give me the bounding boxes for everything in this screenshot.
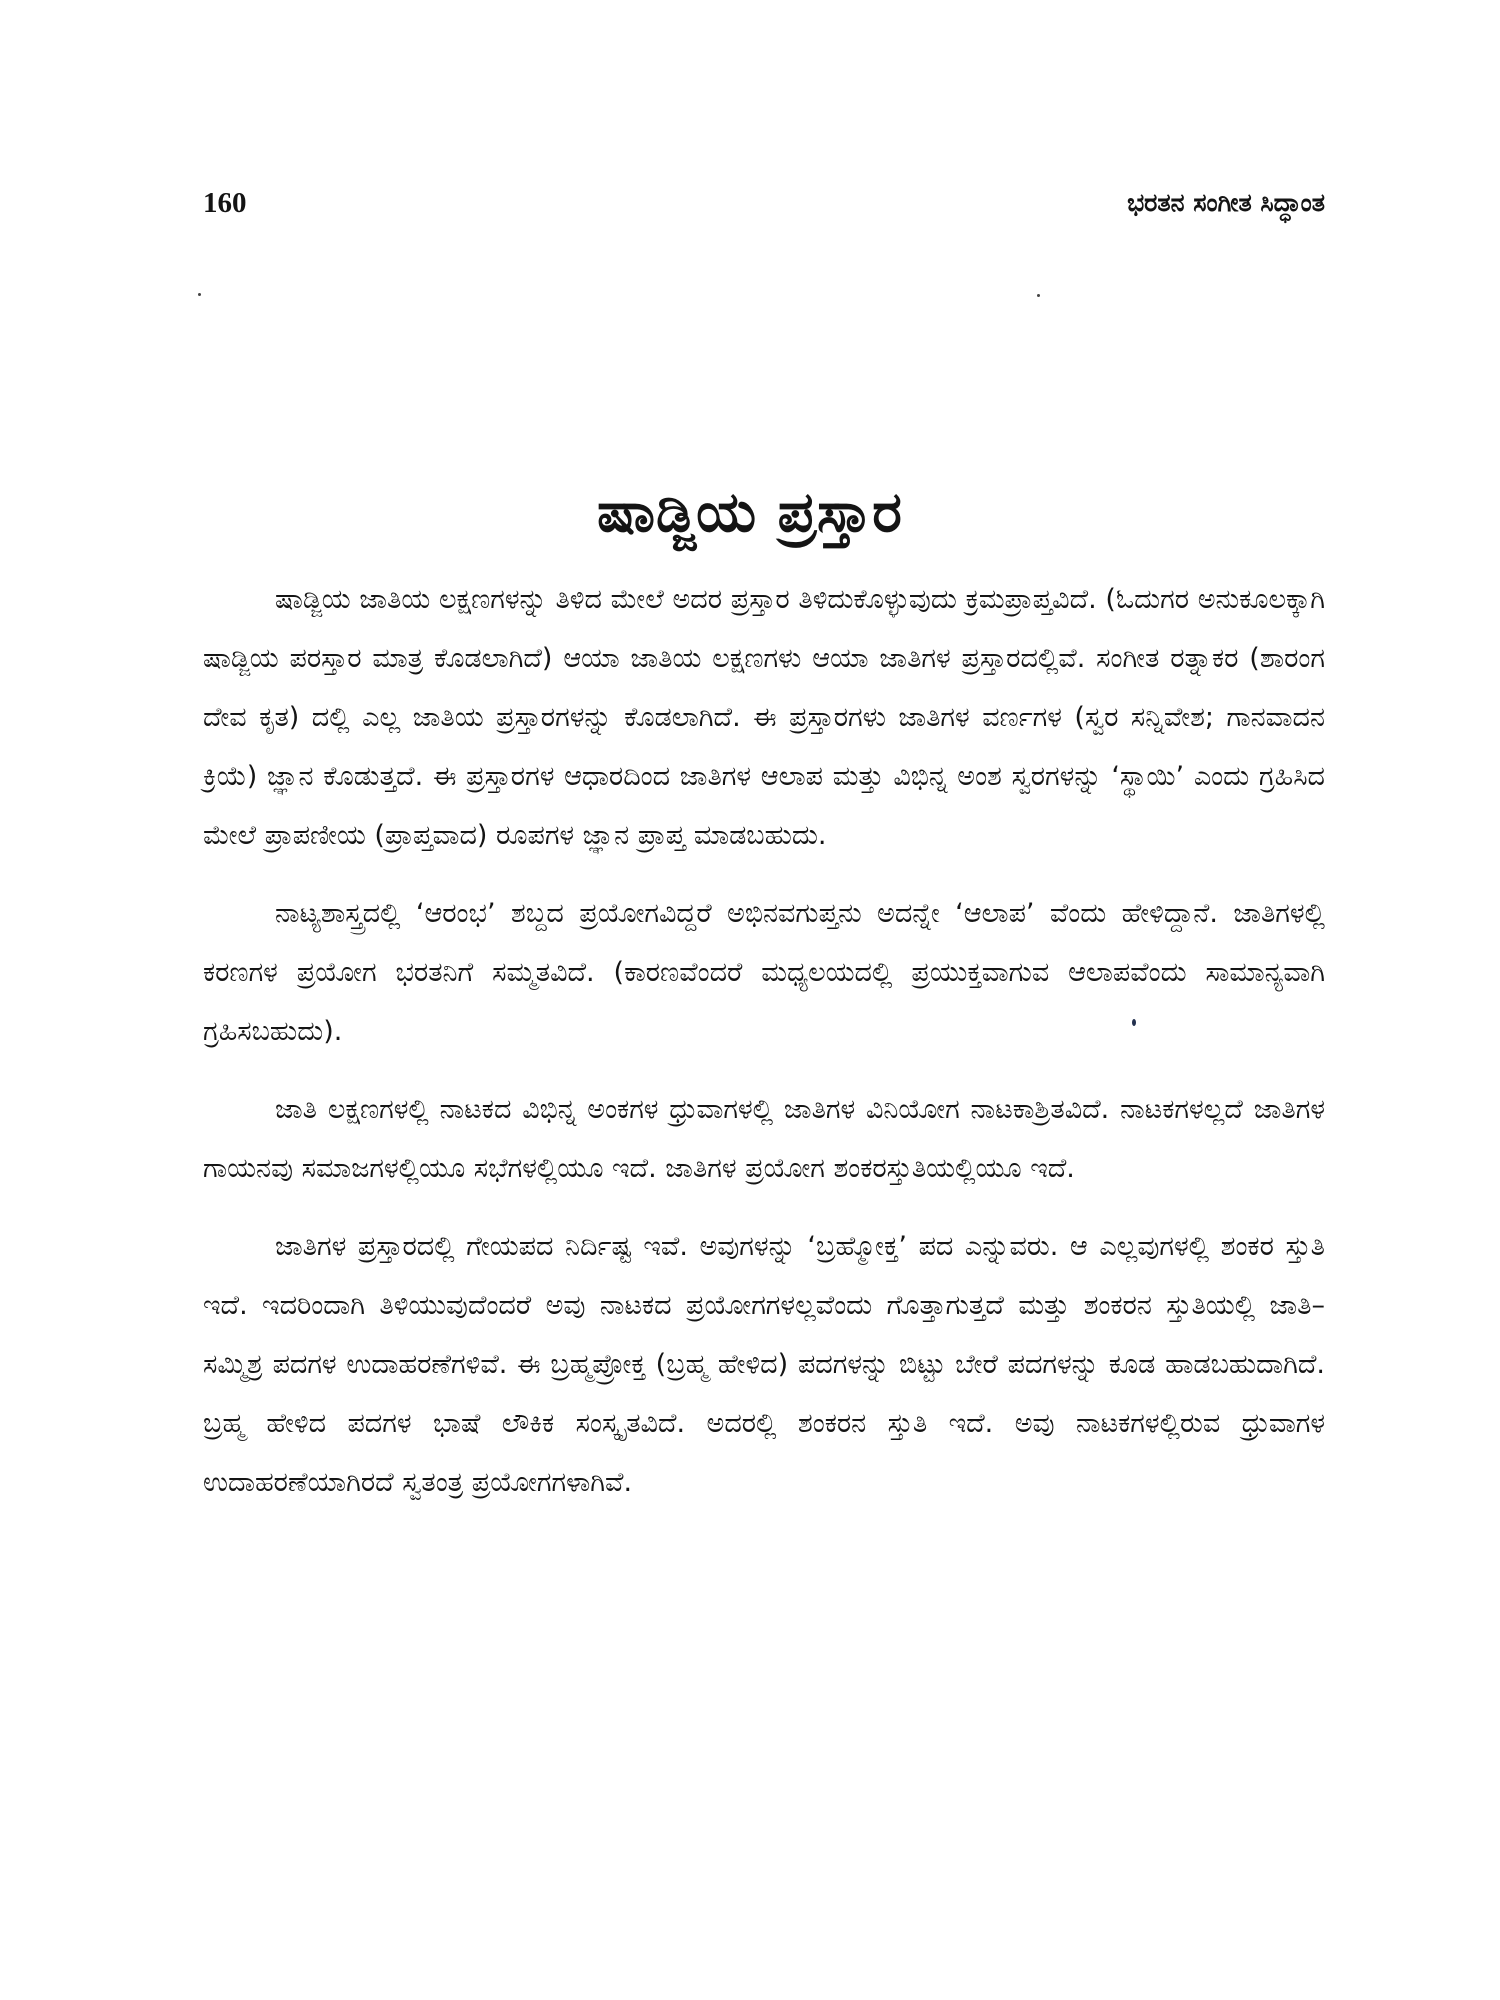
- paragraph: ಷಾಡ್ಜಿಯ ಜಾತಿಯ ಲಕ್ಷಣಗಳನ್ನು ತಿಳಿದ ಮೇಲೆ ಅದರ ಪ್ರಸ್ತಾರ ತಿಳಿದುಕೊಳ್ಳುವುದು ಕ್ರಮಪ್ರಾಪ್ತವಿದೆ. (ಓದುಗರ ಅನುಕೂಲಕ್ಕಾಗಿ ಷಾಡ್ಜಿಯ ಪರಸ್ತಾರ ಮಾತ್ರ ಕೊಡಲಾಗಿದೆ) ಆಯಾ ಜಾತಿಯ ಲಕ್ಷಣಗಳು ಆಯಾ ಜಾತಿಗಳ ಪ್ರಸ್ತಾರದಲ್ಲಿವೆ. ಸಂಗೀತ ರತ್ನಾಕರ (ಶಾರಂಗ ದೇವ ಕೃತ) ದಲ್ಲಿ ಎಲ್ಲ ಜಾತಿಯ ಪ್ರಸ್ತಾರಗಳನ್ನು ಕೊಡಲಾಗಿದೆ. ಈ ಪ್ರಸ್ತಾರಗಳು ಜಾತಿಗಳ ವರ್ಣಗಳ (ಸ್ವರ ಸನ್ನಿವೇಶ; ಗಾನವಾದನ ಕ್ರಿಯೆ) ಜ್ಞಾನ ಕೊಡುತ್ತದೆ. ಈ ಪ್ರಸ್ತಾರಗಳ ಆಧಾರದಿಂದ ಜಾತಿಗಳ ಆಲಾಪ ಮತ್ತು ವಿಭಿನ್ನ ಅಂಶ ಸ್ವರಗಳನ್ನು ‘ಸ್ಥಾಯಿ’ ಎಂದು ಗ್ರಹಿಸಿದ ಮೇಲೆ ಪ್ರಾಪಣೀಯ (ಪ್ರಾಪ್ತವಾದ) ರೂಪಗಳ ಜ್ಞಾನ ಪ್ರಾಪ್ತ ಮಾಡಬಹುದು.: [203, 584, 1325, 851]
- chapter-title: ಷಾಡ್ಜಿಯ ಪ್ರಸ್ತಾರ: [597, 479, 903, 545]
- body-text: [203, 570, 1325, 1531]
- page-number: 160: [203, 187, 247, 219]
- paragraph: ಜಾತಿಗಳ ಪ್ರಸ್ತಾರದಲ್ಲಿ ಗೇಯಪದ ನಿರ್ದಿಷ್ಟ ಇವೆ. ಅವುಗಳನ್ನು ‘ಬ್ರಹ್ಮೋಕ್ತ’ ಪದ ಎನ್ನುವರು. ಆ ಎಲ್ಲವುಗಳಲ್ಲಿ ಶಂಕರ ಸ್ತುತಿ ಇದೆ. ಇದರಿಂದಾಗಿ ತಿಳಿಯುವುದೆಂದರೆ ಅವು ನಾಟಕದ ಪ್ರಯೋಗಗಳಲ್ಲವೆಂದು ಗೊತ್ತಾಗುತ್ತದೆ ಮತ್ತು ಶಂಕರನ ಸ್ತುತಿಯಲ್ಲಿ ಜಾತಿ–ಸಮ್ಮಿಶ್ರ ಪದಗಳ ಉದಾಹರಣೆಗಳಿವೆ. ಈ ಬ್ರಹ್ಮಪ್ರೋಕ್ತ (ಬ್ರಹ್ಮ ಹೇಳಿದ) ಪದಗಳನ್ನು ಬಿಟ್ಟು ಬೇರೆ ಪದಗಳನ್ನು ಕೂಡ ಹಾಡಬಹುದಾಗಿದೆ. ಬ್ರಹ್ಮ ಹೇಳಿದ ಪದಗಳ ಭಾಷೆ ಲೌಕಿಕ ಸಂಸ್ಕೃತವಿದೆ. ಅದರಲ್ಲಿ ಶಂಕರನ ಸ್ತುತಿ ಇದೆ. ಅವು ನಾಟಕಗಳಲ್ಲಿರುವ ಧ್ರುವಾಗಳ ಉದಾಹರಣೆಯಾಗಿರದೆ ಸ್ವತಂತ್ರ ಪ್ರಯೋಗಗಳಾಗಿವೆ.: [203, 1231, 1325, 1498]
- book-title: ಭರತನ ಸಂಗೀತ ಸಿದ್ಧಾಂತ: [1127, 188, 1325, 217]
- running-header: [203, 186, 1325, 226]
- paragraph: ಜಾತಿ ಲಕ್ಷಣಗಳಲ್ಲಿ ನಾಟಕದ ವಿಭಿನ್ನ ಅಂಕಗಳ ಧ್ರುವಾಗಳಲ್ಲಿ ಜಾತಿಗಳ ವಿನಿಯೋಗ ನಾಟಕಾಶ್ರಿತವಿದೆ. ನಾಟಕಗಳಲ್ಲದೆ ಜಾತಿಗಳ ಗಾಯನವು ಸಮಾಜಗಳಲ್ಲಿಯೂ ಸಭೆಗಳಲ್ಲಿಯೂ ಇದೆ. ಜಾತಿಗಳ ಪ್ರಯೋಗ ಶಂಕರಸ್ತುತಿಯಲ್ಲಿಯೂ ಇದೆ.: [203, 1094, 1325, 1184]
- scan-speck: [198, 293, 201, 296]
- paragraph: ನಾಟ್ಯಶಾಸ್ತ್ರದಲ್ಲಿ ‘ಆರಂಭ’ ಶಬ್ದದ ಪ್ರಯೋಗವಿದ್ದರೆ ಅಭಿನವಗುಪ್ತನು ಅದನ್ನೇ ‘ಆಲಾಪ’ ವೆಂದು ಹೇಳಿದ್ದಾನೆ. ಜಾತಿಗಳಲ್ಲಿ ಕರಣಗಳ ಪ್ರಯೋಗ ಭರತನಿಗೆ ಸಮ್ಮತವಿದೆ. (ಕಾರಣವೆಂದರೆ ಮಧ್ಯಲಯದಲ್ಲಿ ಪ್ರಯುಕ್ತವಾಗುವ ಆಲಾಪವೆಂದು ಸಾಮಾನ್ಯವಾಗಿ ಗ್ರಹಿಸಬಹುದು).: [203, 898, 1325, 1047]
- scan-speck: [1037, 294, 1040, 297]
